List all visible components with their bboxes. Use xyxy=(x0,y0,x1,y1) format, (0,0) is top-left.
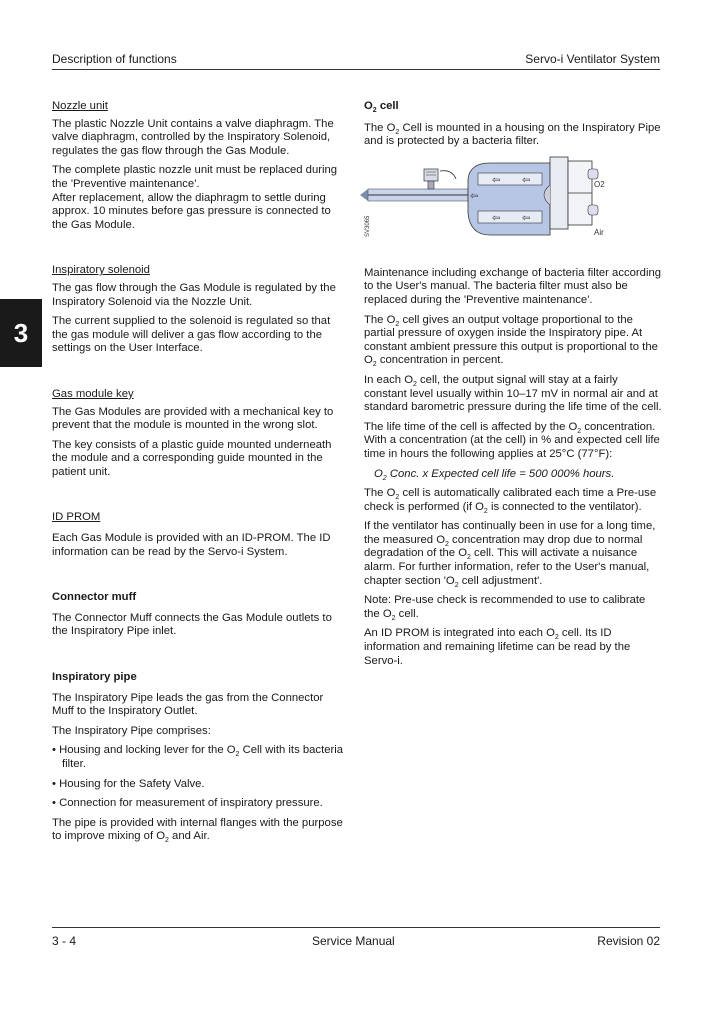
footer-page-number: 3 - 4 xyxy=(52,934,77,948)
o2-p8: An ID PROM is integrated into each $O_2$ cell. Its ID information and remaining lifetime can be read by the Servo-i. xyxy=(364,627,631,667)
solenoid-heading: Inspiratory solenoid xyxy=(52,264,150,277)
footer-title: Service Manual xyxy=(312,934,395,948)
inspiratory-pipe-diagram xyxy=(360,155,660,261)
key-heading: Gas module key xyxy=(52,387,134,400)
muff-p1: The Connector Muff connects the Gas Module outlets to the Inspiratory Pipe inlet. xyxy=(52,611,332,638)
o2-p5: The $O_2$ cell is automatically calibrated each time a Pre-use check is performed (if $O_2$ is connected to the ventilator). xyxy=(364,487,657,515)
o2-cell-heading: $O_2$ cell xyxy=(364,100,399,114)
o2-p6: If the ventilator has continually been in use for a long time, the measured $O_2$ concentration may drop due to normal degradation of the $O_2$ cell. This will activate a nuisance alarm. For further information, refer to the User's manual, chapter section '$O_2$ cell adjustment'. xyxy=(364,520,656,589)
key-p2: The key consists of a plastic guide mounted underneath the module and a corresponding guide mounted in the patient unit. xyxy=(52,438,332,478)
nozzle-p2b: After replacement, allow the diaphragm to settle during approx. 10 minutes before gas pressure is connected to the Gas Module. xyxy=(52,191,331,231)
o2-p3: In each $O_2$ cell, the output signal will stay at a fairly constant level usually within 10–17 mV in normal air and at standard barometric pressure during the life time of the cell. xyxy=(364,373,662,414)
nozzle-p2a: The complete plastic nozzle unit must be replaced during the 'Preventive maintenance'. xyxy=(52,164,338,190)
chapter-tab: 3 xyxy=(0,299,42,367)
pipe-p1: The Inspiratory Pipe leads the gas from the Connector Muff to the Inspiratory Outlet. xyxy=(52,691,324,718)
pipe-bullet-1: • Housing and locking lever for the $O_2$ Cell with its bacteria filter. xyxy=(52,744,344,770)
svg-text:⇦: ⇦ xyxy=(492,212,501,224)
pipe-bullet-2: • Housing for the Safety Valve. xyxy=(52,777,205,790)
nozzle-heading: Nozzle unit xyxy=(52,100,108,112)
o2-inlet-label: O2 xyxy=(594,179,605,189)
svg-text:⇦: ⇦ xyxy=(522,174,531,186)
o2-intro: The $O_2$ Cell is mounted in a housing on the Inspiratory Pipe and is protected by a bacteria filter. xyxy=(364,121,661,148)
o2-cell-figure xyxy=(360,155,662,261)
o2-p1: Maintenance including exchange of bacteria filter according to the User's manual. The bacteria filter must also be replaced during the 'Preventive maintenance'. xyxy=(364,266,662,306)
footer-revision: Revision 02 xyxy=(597,934,660,948)
footer-rule xyxy=(52,927,660,928)
air-inlet-label: Air xyxy=(594,227,604,237)
solenoid-p1: The gas flow through the Gas Module is regulated by the Inspiratory Solenoid via the Nozzle Unit. xyxy=(52,281,336,308)
o2-formula: $O_2$ Conc. x Expected cell life = 500 000% hours. xyxy=(374,467,615,482)
svg-text:⇦: ⇦ xyxy=(522,212,531,224)
left-column xyxy=(52,100,348,850)
pipe-p2: The Inspiratory Pipe comprises: xyxy=(52,724,211,737)
o2-p2: The $O_2$ cell gives an output voltage proportional to the partial pressure of oxygen inside the Inspiratory pipe. At constant ambient pressure this output is proportional to the $O_2$ concentration in percent. xyxy=(364,313,658,369)
header-left: Description of functions xyxy=(52,52,177,66)
muff-heading: Connector muff xyxy=(52,591,137,604)
pipe-heading: Inspiratory pipe xyxy=(52,671,137,684)
nozzle-p1: The plastic Nozzle Unit contains a valve diaphragm. The valve diaphragm, controlled by the Inspiratory Solenoid, regulates the gas flow through the Gas Module. xyxy=(52,117,334,157)
idprom-heading: ID PROM xyxy=(52,511,101,524)
svg-text:⇦: ⇦ xyxy=(470,190,479,202)
header-right: Servo-i Ventilator System xyxy=(525,52,660,66)
pipe-bullet-3: • Connection for measurement of inspiratory pressure. xyxy=(52,797,323,810)
header-rule xyxy=(52,69,660,70)
o2-p4: The life time of the cell is affected by the $O_2$ concentration. With a concentration (at the cell) in % and expected cell life time in hours the following applies at 25°C (77°F): xyxy=(364,420,660,460)
right-column xyxy=(364,100,662,674)
pipe-p3: The pipe is provided with internal flanges with the purpose to improve mixing of $O_2$ and Air. xyxy=(52,816,343,845)
o2-p7: Note: Pre-use check is recommended to use to calibrate the $O_2$ cell. xyxy=(364,594,646,622)
solenoid-p2: The current supplied to the solenoid is regulated so that the gas module will deliver a gas flow according to the settings on the User Interface. xyxy=(52,315,331,355)
key-p1: The Gas Modules are provided with a mechanical key to prevent that the module is mounted in the wrong slot. xyxy=(52,405,334,432)
figure-code: SV3065 xyxy=(365,215,371,237)
idprom-p1: Each Gas Module is provided with an ID-PROM. The ID information can be read by the Servo-i System. xyxy=(52,532,331,558)
svg-text:⇦: ⇦ xyxy=(492,174,501,186)
